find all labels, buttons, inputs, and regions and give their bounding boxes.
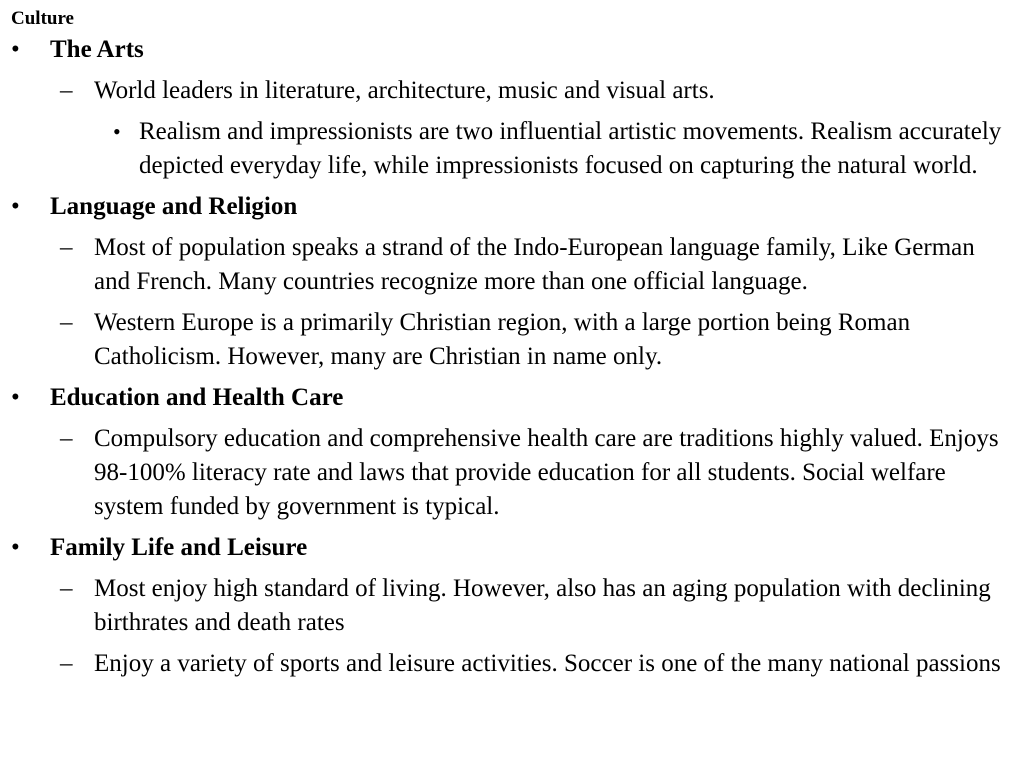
slide-content	[0, 33, 1024, 688]
section-heading-text: The Arts	[50, 36, 144, 63]
section-heading-education-health	[0, 381, 1010, 415]
bullet-icon: •	[11, 36, 20, 63]
list-item-text: Most of population speaks a strand of the Indo-European language family, Like German and French. Many countries recognize more than one official language.	[94, 234, 975, 295]
section-heading-text: Language and Religion	[50, 193, 298, 220]
section-heading-text: Family Life and Leisure	[50, 534, 308, 561]
dash-bullet-icon: –	[60, 309, 73, 336]
section-heading-language-religion	[0, 190, 1010, 224]
bullet-icon: •	[11, 193, 20, 220]
list-item-text: Enjoy a variety of sports and leisure activities. Soccer is one of the many national passions	[94, 650, 1001, 677]
bullet-icon: •	[11, 534, 20, 561]
sub-list-item	[0, 115, 1009, 183]
list-item-text: Compulsory education and comprehensive health care are traditions highly valued. Enjoys 98-100% literacy rate and laws that provide education for all students. Social welfare system funded by government is typical.	[94, 425, 999, 520]
bullet-icon: •	[113, 119, 121, 144]
section-heading-family-leisure	[0, 531, 1010, 565]
list-item-text: World leaders in literature, architecture, music and visual arts.	[94, 77, 715, 104]
dash-bullet-icon: –	[60, 650, 73, 677]
bullet-icon: •	[11, 384, 20, 411]
section-heading-the-arts	[0, 33, 1010, 67]
section-heading-text: Education and Health Care	[50, 384, 344, 411]
dash-bullet-icon: –	[60, 425, 73, 452]
list-item	[0, 306, 1006, 374]
list-item	[0, 572, 1006, 640]
list-item	[0, 231, 1006, 299]
list-item-text: Most enjoy high standard of living. However, also has an aging population with declining birthrates and death rates	[94, 575, 991, 636]
list-item	[0, 74, 1006, 108]
dash-bullet-icon: –	[60, 234, 73, 261]
dash-bullet-icon: –	[60, 77, 73, 104]
list-item-text: Western Europe is a primarily Christian region, with a large portion being Roman Catholicism. However, many are Christian in name only.	[94, 309, 911, 370]
list-item	[0, 647, 1006, 681]
list-item	[0, 422, 1006, 524]
sub-list-item-text: Realism and impressionists are two influential artistic movements. Realism accurately depicted everyday life, while impressionists focused on capturing the natural world.	[139, 118, 1002, 179]
dash-bullet-icon: –	[60, 575, 73, 602]
slide-title: Culture	[11, 8, 74, 29]
